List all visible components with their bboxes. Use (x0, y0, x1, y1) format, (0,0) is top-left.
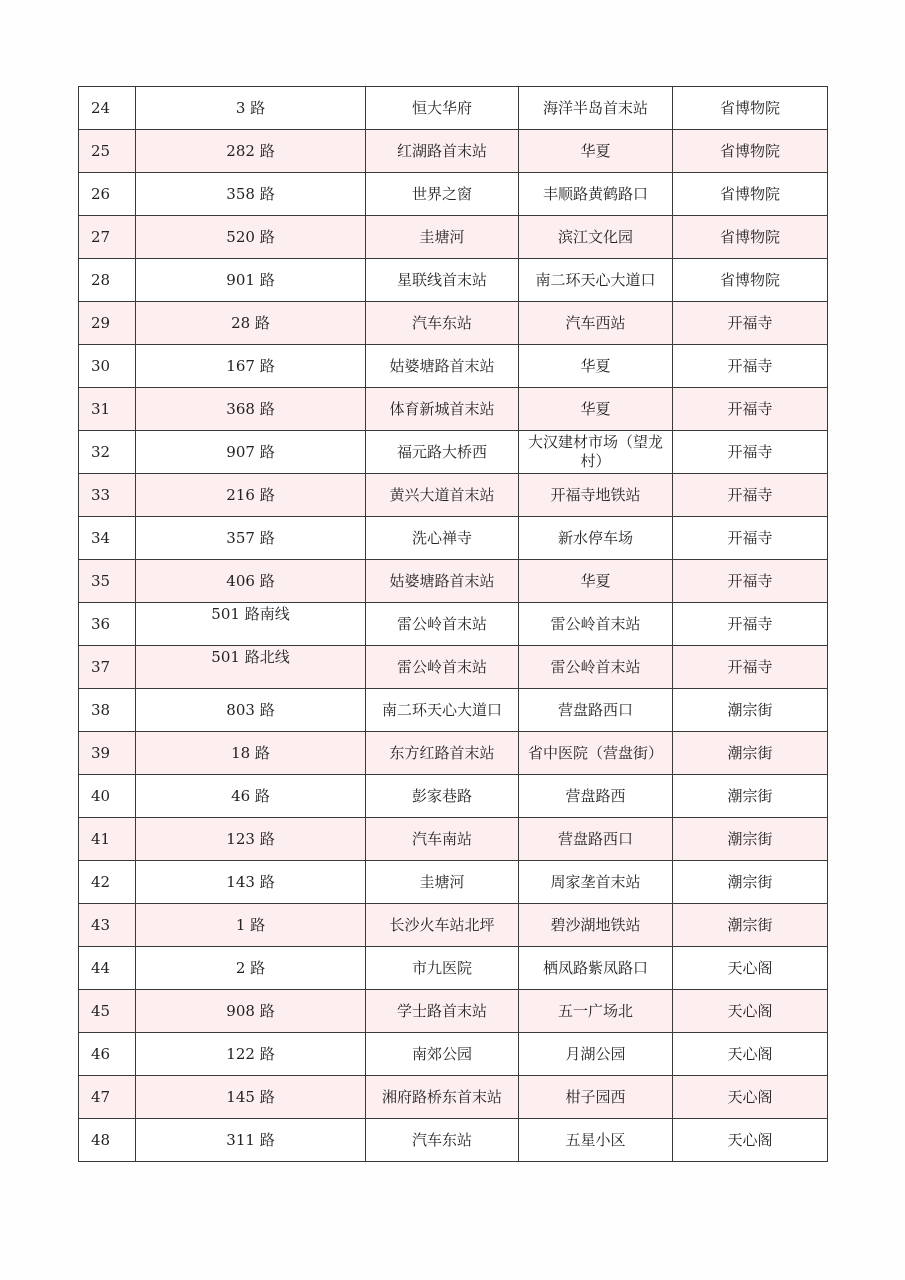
cell-route: 803 路 (136, 689, 366, 732)
cell-number: 46 (79, 1033, 136, 1076)
table-row (79, 87, 828, 130)
cell-start-station: 红湖路首末站 (366, 130, 519, 173)
cell-end-station: 营盘路西 (519, 775, 673, 818)
cell-start-station: 东方红路首末站 (366, 732, 519, 775)
cell-number: 30 (79, 345, 136, 388)
cell-start-station: 福元路大桥西 (366, 431, 519, 474)
cell-end-station: 雷公岭首末站 (519, 603, 673, 646)
cell-number: 42 (79, 861, 136, 904)
table-body (79, 87, 828, 1162)
table-row (79, 431, 828, 474)
cell-area: 潮宗街 (673, 775, 828, 818)
cell-area: 潮宗街 (673, 904, 828, 947)
cell-area: 潮宗街 (673, 732, 828, 775)
cell-end-station: 周家垄首末站 (519, 861, 673, 904)
cell-route: 406 路 (136, 560, 366, 603)
cell-number: 41 (79, 818, 136, 861)
cell-area: 开福寺 (673, 646, 828, 689)
cell-route: 501 路北线 (136, 646, 366, 689)
cell-area: 天心阁 (673, 990, 828, 1033)
cell-start-station: 南二环天心大道口 (366, 689, 519, 732)
cell-end-station: 汽车西站 (519, 302, 673, 345)
cell-start-station: 湘府路桥东首末站 (366, 1076, 519, 1119)
cell-route: 357 路 (136, 517, 366, 560)
cell-start-station: 圭塘河 (366, 861, 519, 904)
cell-route: 901 路 (136, 259, 366, 302)
cell-end-station: 滨江文化园 (519, 216, 673, 259)
cell-area: 潮宗街 (673, 689, 828, 732)
cell-start-station: 汽车东站 (366, 302, 519, 345)
cell-start-station: 洗心禅寺 (366, 517, 519, 560)
table-row (79, 732, 828, 775)
cell-route: 1 路 (136, 904, 366, 947)
cell-route: 143 路 (136, 861, 366, 904)
cell-route: 501 路南线 (136, 603, 366, 646)
cell-end-station: 新水停车场 (519, 517, 673, 560)
cell-end-station: 华夏 (519, 130, 673, 173)
cell-route: 46 路 (136, 775, 366, 818)
cell-area: 开福寺 (673, 345, 828, 388)
cell-area: 开福寺 (673, 603, 828, 646)
cell-end-station: 雷公岭首末站 (519, 646, 673, 689)
cell-end-station: 营盘路西口 (519, 818, 673, 861)
cell-area: 省博物院 (673, 87, 828, 130)
cell-route: 907 路 (136, 431, 366, 474)
cell-area: 潮宗街 (673, 818, 828, 861)
cell-end-station: 栖凤路紫凤路口 (519, 947, 673, 990)
cell-route: 520 路 (136, 216, 366, 259)
cell-number: 33 (79, 474, 136, 517)
cell-start-station: 学士路首末站 (366, 990, 519, 1033)
cell-start-station: 黄兴大道首末站 (366, 474, 519, 517)
cell-end-station: 华夏 (519, 345, 673, 388)
cell-end-station: 开福寺地铁站 (519, 474, 673, 517)
table-row (79, 216, 828, 259)
cell-start-station: 世界之窗 (366, 173, 519, 216)
cell-area: 开福寺 (673, 431, 828, 474)
table-row (79, 173, 828, 216)
cell-area: 天心阁 (673, 1076, 828, 1119)
cell-end-station: 营盘路西口 (519, 689, 673, 732)
cell-end-station: 南二环天心大道口 (519, 259, 673, 302)
table-row (79, 345, 828, 388)
cell-start-station: 雷公岭首末站 (366, 646, 519, 689)
table-row (79, 947, 828, 990)
cell-start-station: 圭塘河 (366, 216, 519, 259)
cell-end-station: 五星小区 (519, 1119, 673, 1162)
cell-end-station: 柑子园西 (519, 1076, 673, 1119)
cell-number: 44 (79, 947, 136, 990)
cell-area: 省博物院 (673, 216, 828, 259)
cell-area: 省博物院 (673, 259, 828, 302)
cell-start-station: 彭家巷路 (366, 775, 519, 818)
table-row (79, 474, 828, 517)
cell-area: 开福寺 (673, 517, 828, 560)
cell-number: 37 (79, 646, 136, 689)
table-row (79, 689, 828, 732)
cell-end-station: 大汉建材市场（望龙村） (519, 431, 673, 474)
cell-start-station: 长沙火车站北坪 (366, 904, 519, 947)
cell-end-station: 五一广场北 (519, 990, 673, 1033)
cell-start-station: 体育新城首末站 (366, 388, 519, 431)
cell-start-station: 汽车东站 (366, 1119, 519, 1162)
cell-area: 潮宗街 (673, 861, 828, 904)
table-row (79, 259, 828, 302)
table-row (79, 517, 828, 560)
cell-end-station: 碧沙湖地铁站 (519, 904, 673, 947)
cell-end-station: 华夏 (519, 560, 673, 603)
cell-number: 38 (79, 689, 136, 732)
table-row (79, 861, 828, 904)
cell-number: 25 (79, 130, 136, 173)
cell-route: 2 路 (136, 947, 366, 990)
cell-start-station: 汽车南站 (366, 818, 519, 861)
cell-area: 天心阁 (673, 1119, 828, 1162)
cell-number: 27 (79, 216, 136, 259)
cell-route: 28 路 (136, 302, 366, 345)
table-row (79, 904, 828, 947)
cell-area: 天心阁 (673, 947, 828, 990)
cell-end-station: 月湖公园 (519, 1033, 673, 1076)
cell-start-station: 市九医院 (366, 947, 519, 990)
cell-route: 18 路 (136, 732, 366, 775)
cell-number: 28 (79, 259, 136, 302)
cell-number: 39 (79, 732, 136, 775)
cell-number: 32 (79, 431, 136, 474)
table-row (79, 1076, 828, 1119)
table-row (79, 388, 828, 431)
cell-area: 省博物院 (673, 173, 828, 216)
cell-route: 358 路 (136, 173, 366, 216)
cell-end-station: 省中医院（营盘街） (519, 732, 673, 775)
cell-number: 34 (79, 517, 136, 560)
cell-number: 40 (79, 775, 136, 818)
table-row (79, 775, 828, 818)
table-row (79, 130, 828, 173)
cell-start-station: 姑婆塘路首末站 (366, 345, 519, 388)
cell-start-station: 恒大华府 (366, 87, 519, 130)
cell-route: 167 路 (136, 345, 366, 388)
table-row (79, 646, 828, 689)
cell-end-station: 海洋半岛首末站 (519, 87, 673, 130)
cell-area: 省博物院 (673, 130, 828, 173)
cell-number: 26 (79, 173, 136, 216)
table-row (79, 603, 828, 646)
cell-route: 368 路 (136, 388, 366, 431)
cell-number: 24 (79, 87, 136, 130)
cell-number: 43 (79, 904, 136, 947)
cell-number: 48 (79, 1119, 136, 1162)
cell-number: 47 (79, 1076, 136, 1119)
cell-number: 29 (79, 302, 136, 345)
cell-route: 282 路 (136, 130, 366, 173)
cell-start-station: 星联线首末站 (366, 259, 519, 302)
cell-route: 3 路 (136, 87, 366, 130)
cell-area: 开福寺 (673, 474, 828, 517)
cell-area: 开福寺 (673, 388, 828, 431)
cell-route: 123 路 (136, 818, 366, 861)
cell-route: 311 路 (136, 1119, 366, 1162)
cell-route: 122 路 (136, 1033, 366, 1076)
cell-start-station: 南郊公园 (366, 1033, 519, 1076)
cell-start-station: 雷公岭首末站 (366, 603, 519, 646)
cell-area: 开福寺 (673, 302, 828, 345)
cell-number: 45 (79, 990, 136, 1033)
bus-route-table (78, 86, 828, 1162)
table-row (79, 302, 828, 345)
table-row (79, 1119, 828, 1162)
table-row (79, 990, 828, 1033)
cell-end-station: 丰顺路黄鹤路口 (519, 173, 673, 216)
cell-area: 开福寺 (673, 560, 828, 603)
table-row (79, 818, 828, 861)
table-row (79, 560, 828, 603)
table-row (79, 1033, 828, 1076)
cell-area: 天心阁 (673, 1033, 828, 1076)
cell-number: 36 (79, 603, 136, 646)
cell-number: 31 (79, 388, 136, 431)
cell-route: 216 路 (136, 474, 366, 517)
cell-route: 145 路 (136, 1076, 366, 1119)
cell-number: 35 (79, 560, 136, 603)
cell-route: 908 路 (136, 990, 366, 1033)
cell-start-station: 姑婆塘路首末站 (366, 560, 519, 603)
cell-end-station: 华夏 (519, 388, 673, 431)
